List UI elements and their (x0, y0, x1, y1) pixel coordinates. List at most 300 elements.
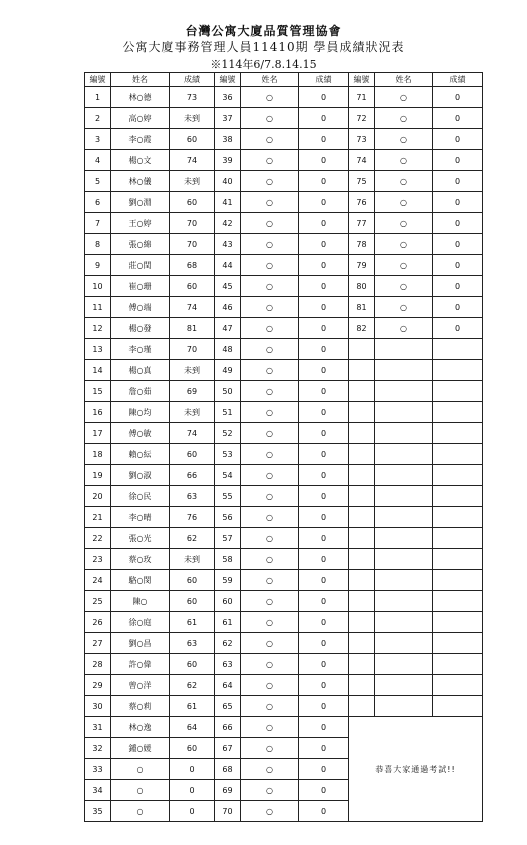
student-name: ○ (241, 213, 299, 234)
student-score: 70 (170, 234, 215, 255)
empty-cell (375, 675, 433, 696)
student-name: ○ (375, 150, 433, 171)
student-name: 崔○珊 (111, 276, 170, 297)
student-name: ○ (241, 486, 299, 507)
table-row (85, 633, 483, 654)
student-no: 5 (85, 171, 111, 192)
student-no: 34 (85, 780, 111, 801)
empty-cell (349, 528, 375, 549)
empty-cell (375, 381, 433, 402)
student-name: ○ (241, 738, 299, 759)
student-no: 14 (85, 360, 111, 381)
empty-cell (433, 570, 483, 591)
student-no: 58 (215, 549, 241, 570)
student-score: 0 (299, 360, 349, 381)
student-no: 52 (215, 423, 241, 444)
student-name: ○ (241, 192, 299, 213)
student-score: 0 (299, 276, 349, 297)
empty-cell (433, 381, 483, 402)
empty-cell (349, 633, 375, 654)
student-name: ○ (375, 234, 433, 255)
student-score: 0 (299, 234, 349, 255)
student-name: ○ (241, 465, 299, 486)
empty-cell (349, 675, 375, 696)
table-row (85, 486, 483, 507)
student-score: 0 (299, 444, 349, 465)
student-no: 61 (215, 612, 241, 633)
student-name: ○ (241, 528, 299, 549)
student-no: 10 (85, 276, 111, 297)
student-no: 8 (85, 234, 111, 255)
student-name: ○ (241, 591, 299, 612)
student-score: 70 (170, 339, 215, 360)
association-title: 台灣公寓大廈品質管理協會 (185, 24, 342, 38)
empty-cell (375, 423, 433, 444)
table-row (85, 192, 483, 213)
student-score: 0 (170, 759, 215, 780)
student-name: ○ (241, 675, 299, 696)
empty-cell (433, 591, 483, 612)
student-no: 6 (85, 192, 111, 213)
student-no: 12 (85, 318, 111, 339)
student-no: 73 (349, 129, 375, 150)
student-score: 0 (299, 801, 349, 822)
student-no: 54 (215, 465, 241, 486)
student-score: 0 (299, 339, 349, 360)
student-no: 9 (85, 255, 111, 276)
empty-cell (433, 486, 483, 507)
student-no: 26 (85, 612, 111, 633)
empty-cell (433, 654, 483, 675)
student-no: 47 (215, 318, 241, 339)
student-name: 陳○ (111, 591, 170, 612)
student-name: ○ (241, 801, 299, 822)
student-name: ○ (241, 549, 299, 570)
table-row (85, 444, 483, 465)
empty-cell (433, 633, 483, 654)
student-no: 37 (215, 108, 241, 129)
student-name: 詹○茹 (111, 381, 170, 402)
student-name: ○ (241, 339, 299, 360)
student-no: 39 (215, 150, 241, 171)
student-score: 0 (433, 297, 483, 318)
table-row (85, 675, 483, 696)
student-name: ○ (241, 654, 299, 675)
table-row (85, 591, 483, 612)
student-no: 57 (215, 528, 241, 549)
student-score: 0 (299, 108, 349, 129)
empty-cell (349, 339, 375, 360)
student-name: ○ (241, 612, 299, 633)
student-no: 7 (85, 213, 111, 234)
student-score: 0 (299, 318, 349, 339)
empty-cell (349, 381, 375, 402)
student-score: 60 (170, 444, 215, 465)
student-score: 0 (433, 234, 483, 255)
student-name: ○ (375, 87, 433, 108)
table-row (85, 108, 483, 129)
student-name: 張○綿 (111, 234, 170, 255)
student-name: ○ (375, 255, 433, 276)
table-row (85, 171, 483, 192)
empty-cell (433, 444, 483, 465)
student-no: 67 (215, 738, 241, 759)
student-score: 70 (170, 213, 215, 234)
table-header-row (85, 73, 483, 87)
student-no: 20 (85, 486, 111, 507)
table-row (85, 696, 483, 717)
student-no: 64 (215, 675, 241, 696)
student-name: ○ (375, 129, 433, 150)
student-no: 2 (85, 108, 111, 129)
empty-cell (349, 549, 375, 570)
student-score: 81 (170, 318, 215, 339)
student-score: 0 (299, 654, 349, 675)
student-name: 蔡○莉 (111, 696, 170, 717)
table-row (85, 549, 483, 570)
student-score: 0 (299, 738, 349, 759)
table-row (85, 318, 483, 339)
student-name: ○ (241, 276, 299, 297)
student-score: 60 (170, 738, 215, 759)
empty-cell (349, 423, 375, 444)
student-name: 楊○真 (111, 360, 170, 381)
student-no: 46 (215, 297, 241, 318)
empty-cell (349, 654, 375, 675)
student-no: 69 (215, 780, 241, 801)
table-row (85, 255, 483, 276)
student-no: 27 (85, 633, 111, 654)
student-name: ○ (241, 717, 299, 738)
student-no: 31 (85, 717, 111, 738)
header-score: 成績 (170, 73, 215, 87)
student-score: 未到 (170, 549, 215, 570)
student-no: 70 (215, 801, 241, 822)
student-name: 莊○閏 (111, 255, 170, 276)
table-row (85, 297, 483, 318)
student-no: 16 (85, 402, 111, 423)
student-name: 徐○庭 (111, 612, 170, 633)
student-name: ○ (241, 381, 299, 402)
student-no: 48 (215, 339, 241, 360)
student-score: 0 (433, 318, 483, 339)
table-row (85, 528, 483, 549)
student-no: 35 (85, 801, 111, 822)
empty-cell (349, 570, 375, 591)
header-score: 成績 (433, 73, 483, 87)
empty-cell (375, 549, 433, 570)
table-row (85, 339, 483, 360)
student-name: 許○偉 (111, 654, 170, 675)
student-no: 66 (215, 717, 241, 738)
empty-cell (433, 360, 483, 381)
empty-cell (349, 696, 375, 717)
empty-cell (433, 549, 483, 570)
student-score: 61 (170, 612, 215, 633)
student-no: 62 (215, 633, 241, 654)
student-score: 60 (170, 276, 215, 297)
student-name: ○ (241, 507, 299, 528)
student-score: 0 (299, 759, 349, 780)
student-score: 0 (170, 801, 215, 822)
student-name: ○ (241, 696, 299, 717)
table-row (85, 612, 483, 633)
student-name: 楊○文 (111, 150, 170, 171)
student-no: 33 (85, 759, 111, 780)
student-score: 未到 (170, 108, 215, 129)
student-no: 11 (85, 297, 111, 318)
header-name: 姓名 (111, 73, 170, 87)
empty-cell (375, 633, 433, 654)
student-no: 63 (215, 654, 241, 675)
student-score: 60 (170, 591, 215, 612)
student-name: 陳○均 (111, 402, 170, 423)
empty-cell (375, 465, 433, 486)
student-name: ○ (111, 759, 170, 780)
student-score: 0 (299, 255, 349, 276)
empty-cell (433, 507, 483, 528)
student-no: 25 (85, 591, 111, 612)
student-score: 0 (299, 381, 349, 402)
header-no: 編號 (215, 73, 241, 87)
student-score: 74 (170, 297, 215, 318)
table-row (85, 717, 483, 738)
student-score: 0 (433, 171, 483, 192)
student-score: 未到 (170, 171, 215, 192)
student-name: 徐○民 (111, 486, 170, 507)
student-no: 30 (85, 696, 111, 717)
student-score: 0 (299, 213, 349, 234)
student-score: 73 (170, 87, 215, 108)
empty-cell (349, 360, 375, 381)
table-row (85, 402, 483, 423)
student-score: 68 (170, 255, 215, 276)
student-no: 17 (85, 423, 111, 444)
empty-cell (349, 507, 375, 528)
student-score: 未到 (170, 360, 215, 381)
student-no: 29 (85, 675, 111, 696)
student-no: 28 (85, 654, 111, 675)
student-no: 15 (85, 381, 111, 402)
empty-cell (375, 696, 433, 717)
student-name: 林○德 (111, 87, 170, 108)
empty-cell (375, 402, 433, 423)
table-row (85, 234, 483, 255)
student-score: 0 (299, 507, 349, 528)
empty-cell (375, 612, 433, 633)
student-name: ○ (375, 171, 433, 192)
empty-cell (375, 528, 433, 549)
student-no: 3 (85, 129, 111, 150)
student-no: 50 (215, 381, 241, 402)
student-score: 0 (299, 192, 349, 213)
student-score: 0 (299, 612, 349, 633)
empty-cell (433, 675, 483, 696)
student-score: 76 (170, 507, 215, 528)
empty-cell (433, 696, 483, 717)
student-score: 0 (299, 87, 349, 108)
student-score: 60 (170, 129, 215, 150)
student-no: 38 (215, 129, 241, 150)
student-score: 63 (170, 633, 215, 654)
student-name: 劉○昌 (111, 633, 170, 654)
empty-cell (375, 591, 433, 612)
table-row (85, 150, 483, 171)
student-no: 49 (215, 360, 241, 381)
header-no: 編號 (85, 73, 111, 87)
student-score: 0 (299, 696, 349, 717)
student-no: 82 (349, 318, 375, 339)
student-no: 1 (85, 87, 111, 108)
student-score: 0 (299, 675, 349, 696)
student-no: 75 (349, 171, 375, 192)
student-name: ○ (375, 192, 433, 213)
student-score: 0 (299, 150, 349, 171)
empty-cell (433, 528, 483, 549)
student-no: 51 (215, 402, 241, 423)
student-score: 0 (433, 108, 483, 129)
student-no: 79 (349, 255, 375, 276)
student-name: ○ (241, 423, 299, 444)
exam-dates: ※114年6/7.8.14.15 (210, 58, 317, 71)
student-no: 45 (215, 276, 241, 297)
student-score: 74 (170, 150, 215, 171)
student-no: 55 (215, 486, 241, 507)
student-name: ○ (111, 801, 170, 822)
table-row (85, 87, 483, 108)
student-no: 80 (349, 276, 375, 297)
student-name: ○ (241, 171, 299, 192)
student-score: 60 (170, 654, 215, 675)
student-name: ○ (241, 570, 299, 591)
student-no: 44 (215, 255, 241, 276)
student-name: 劉○淵 (111, 192, 170, 213)
student-name: ○ (241, 360, 299, 381)
student-score: 0 (433, 213, 483, 234)
student-score: 0 (433, 192, 483, 213)
student-score: 62 (170, 675, 215, 696)
student-score: 60 (170, 570, 215, 591)
table-row (85, 129, 483, 150)
student-score: 0 (299, 591, 349, 612)
empty-cell (349, 465, 375, 486)
student-no: 56 (215, 507, 241, 528)
student-no: 21 (85, 507, 111, 528)
student-name: 李○霞 (111, 129, 170, 150)
student-name: ○ (241, 255, 299, 276)
student-score: 0 (299, 465, 349, 486)
student-name: 高○婷 (111, 108, 170, 129)
student-score: 0 (433, 129, 483, 150)
student-name: 傅○敏 (111, 423, 170, 444)
student-name: ○ (241, 129, 299, 150)
student-no: 59 (215, 570, 241, 591)
score-table (84, 72, 483, 822)
table-row (85, 423, 483, 444)
student-score: 0 (299, 780, 349, 801)
student-score: 0 (299, 570, 349, 591)
student-no: 53 (215, 444, 241, 465)
header-name: 姓名 (241, 73, 299, 87)
empty-cell (349, 486, 375, 507)
student-score: 60 (170, 192, 215, 213)
empty-cell (375, 360, 433, 381)
student-no: 18 (85, 444, 111, 465)
student-name: 林○逸 (111, 717, 170, 738)
empty-cell (375, 507, 433, 528)
student-score: 74 (170, 423, 215, 444)
table-row (85, 654, 483, 675)
table-row (85, 381, 483, 402)
student-score: 0 (299, 423, 349, 444)
student-score: 0 (299, 486, 349, 507)
student-score: 0 (433, 276, 483, 297)
student-score: 0 (299, 549, 349, 570)
student-score: 66 (170, 465, 215, 486)
student-no: 72 (349, 108, 375, 129)
student-no: 42 (215, 213, 241, 234)
student-name: ○ (375, 108, 433, 129)
empty-cell (433, 612, 483, 633)
student-score: 61 (170, 696, 215, 717)
empty-cell (375, 444, 433, 465)
table-row (85, 507, 483, 528)
empty-cell (433, 339, 483, 360)
congratulations-message: 恭喜大家通過考試!! (349, 717, 483, 822)
student-score: 0 (170, 780, 215, 801)
student-no: 19 (85, 465, 111, 486)
student-score: 0 (299, 528, 349, 549)
student-name: ○ (241, 759, 299, 780)
student-name: 賴○紜 (111, 444, 170, 465)
student-name: 傅○端 (111, 297, 170, 318)
student-name: ○ (375, 318, 433, 339)
empty-cell (349, 612, 375, 633)
student-name: 張○光 (111, 528, 170, 549)
student-no: 65 (215, 696, 241, 717)
student-name: 王○婷 (111, 213, 170, 234)
student-name: ○ (241, 108, 299, 129)
student-no: 41 (215, 192, 241, 213)
student-no: 32 (85, 738, 111, 759)
student-name: ○ (241, 444, 299, 465)
student-score: 0 (299, 297, 349, 318)
student-score: 未到 (170, 402, 215, 423)
student-name: ○ (111, 780, 170, 801)
student-no: 13 (85, 339, 111, 360)
student-no: 76 (349, 192, 375, 213)
table-row (85, 276, 483, 297)
header-no: 編號 (349, 73, 375, 87)
student-score: 0 (299, 402, 349, 423)
student-no: 36 (215, 87, 241, 108)
student-no: 68 (215, 759, 241, 780)
student-no: 78 (349, 234, 375, 255)
table-row (85, 213, 483, 234)
student-no: 22 (85, 528, 111, 549)
empty-cell (433, 465, 483, 486)
student-name: 蔡○玫 (111, 549, 170, 570)
empty-cell (433, 402, 483, 423)
student-name: 李○瑾 (111, 339, 170, 360)
table-row (85, 360, 483, 381)
empty-cell (375, 570, 433, 591)
table-row (85, 465, 483, 486)
student-score: 0 (299, 171, 349, 192)
student-score: 0 (299, 717, 349, 738)
student-no: 23 (85, 549, 111, 570)
student-name: ○ (241, 402, 299, 423)
